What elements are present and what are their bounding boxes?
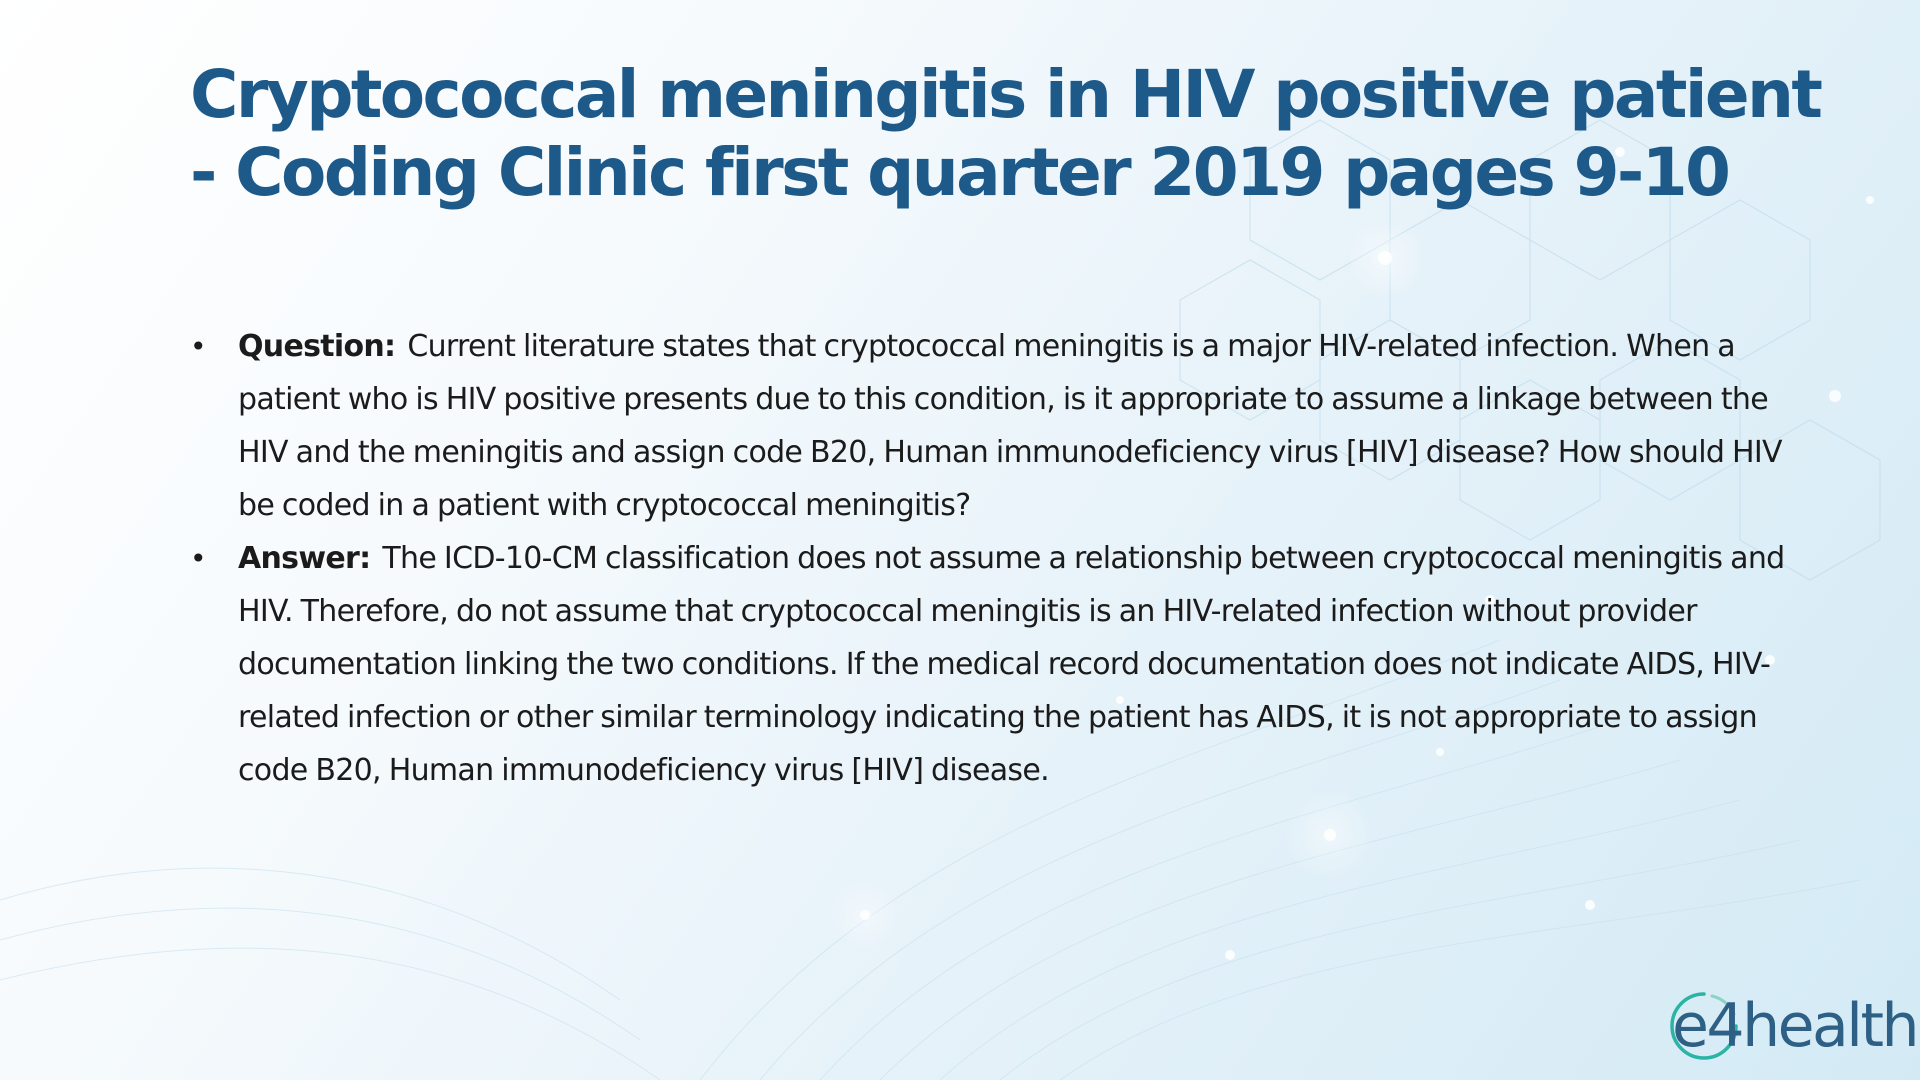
answer-bullet xyxy=(190,532,1790,797)
bullet-point-icon: • xyxy=(190,542,206,575)
bullet-list xyxy=(190,320,1790,797)
bullet-point-icon: • xyxy=(190,330,206,363)
question-text: Current literature states that cryptococcal meningitis is a major HIV-related infection. When a patient who is HIV positive presents due to this condition, is it appropriate to assume a linkage between the HIV and the meningitis and assign code B20, Human immunodeficiency virus [HIV] disease? How should HIV be coded in a patient with cryptococcal meningitis? xyxy=(238,329,1782,523)
logo-wordmark: e4health xyxy=(1672,991,1918,1061)
question-label: Question: xyxy=(238,329,396,364)
slide-title: Cryptococcal meningitis in HIV positive patient - Coding Clinic first quarter 2019 pages 9-10 xyxy=(190,56,1821,211)
answer-text: The ICD-10-CM classification does not assume a relationship between cryptococcal meningitis and HIV. Therefore, do not assume that cryptococcal meningitis is an HIV-related infection without provider documentation linking the two conditions. If the medical record documentation does not indicate AIDS, HIV-related infection or other similar terminology indicating the patient has AIDS, it is not appropriate to assign code B20, Human immunodeficiency virus [HIV] disease. xyxy=(238,541,1785,788)
question-bullet xyxy=(190,320,1790,532)
e4health-logo xyxy=(1664,988,1918,1064)
answer-label: Answer: xyxy=(238,541,371,576)
